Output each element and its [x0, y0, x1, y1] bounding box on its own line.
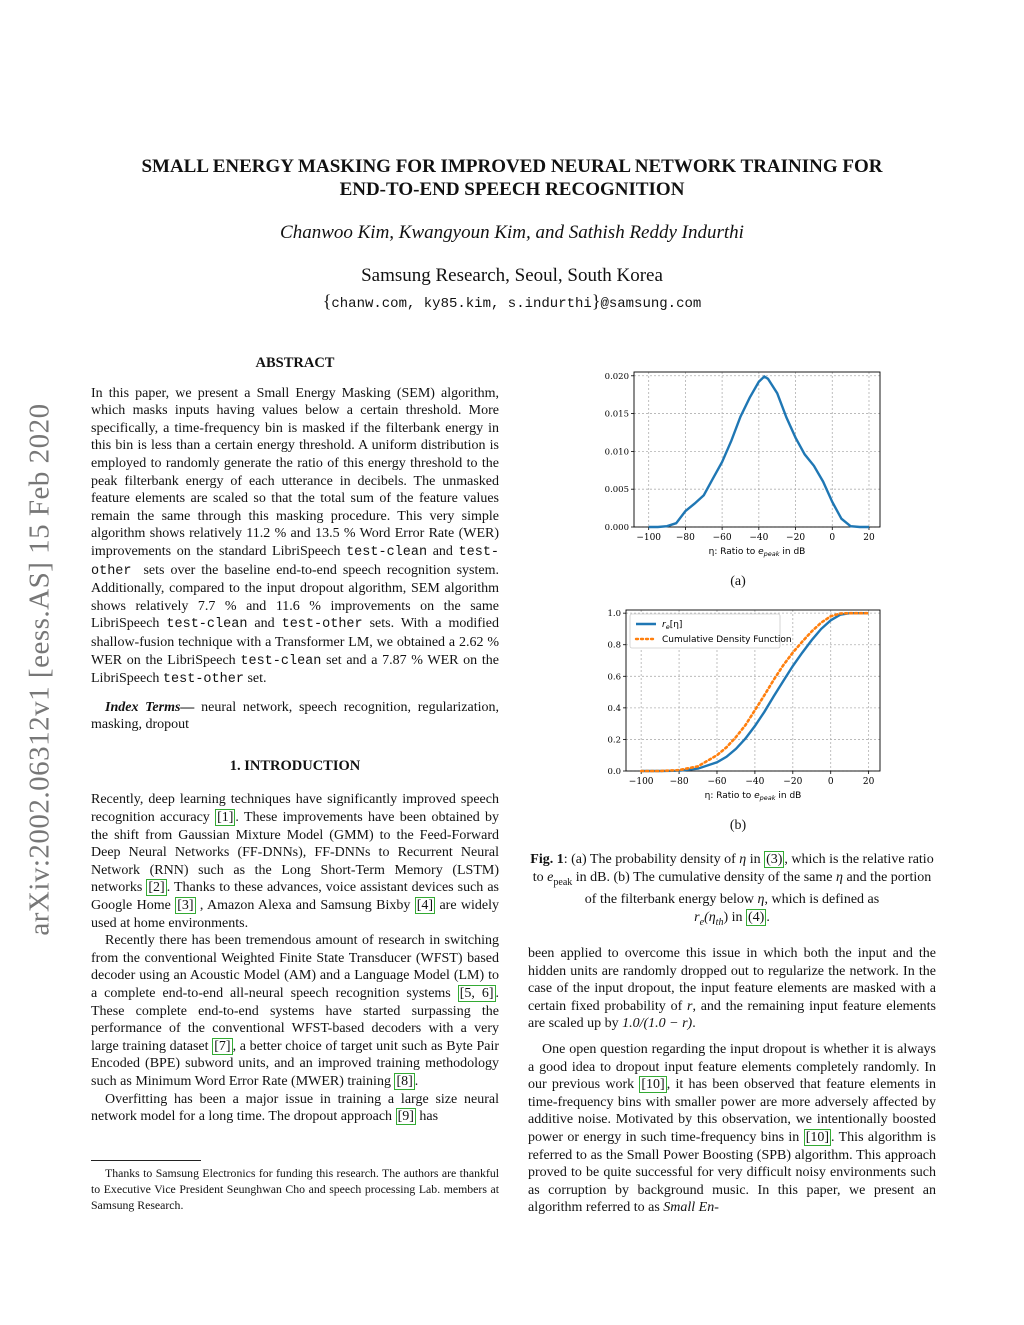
- email-domain: @samsung.com: [600, 296, 702, 312]
- footnote-rule: [91, 1160, 201, 1161]
- legend-label: $r_e[\eta]$: [662, 620, 683, 631]
- citation-link[interactable]: [10]: [805, 1129, 830, 1145]
- paper-title: [60, 155, 964, 201]
- email-names: chanw.com, ky85.kim, s.indurthi: [331, 296, 592, 312]
- equation-link[interactable]: (4): [748, 909, 765, 925]
- title-line-1: SMALL ENERGY MASKING FOR IMPROVED NEURAL NETWORK TRAINING FOR: [141, 156, 883, 177]
- right-paragraph-2: One open question regarding the input dropout is whether it is always a good idea to dropout input feature elements completely randomly. In our previous work [10] , it has been observed that feature elements in time-frequency bins with smaller power are more adversely affected by additive noise. Motivated by this observation, we intentionally boosted power or energy in such time-frequency bins in [10] . This algorithm is referred to as the Small Power Boosting (SPB) algorithm. This approach proved to be quite successful for very difficult noisy environments such as corruption by background music. In this paper, we present an algorithm referred to as Small En-: [528, 1041, 937, 1216]
- figure-1a-chart: [598, 368, 888, 558]
- y-tick-label: 1.0: [607, 609, 621, 620]
- code-test-other: test-other: [281, 617, 363, 633]
- figure-1a-label: (a): [730, 574, 746, 589]
- x-tick-label: 20: [863, 533, 875, 543]
- x-tick-label: −60: [707, 777, 727, 787]
- x-tick-label: 20: [862, 777, 875, 787]
- footnote: Thanks to Samsung Electronics for funding this research. The authors are thankful to Executive Vice President Seunghwan Cho and speech processing Lab. members at Samsung Research.: [91, 1166, 499, 1212]
- right-column: [528, 945, 936, 1217]
- intro-heading: 1. INTRODUCTION: [229, 757, 361, 774]
- figure-1b-label: (b): [729, 818, 747, 833]
- citation-link[interactable]: [2]: [148, 880, 165, 896]
- citation-link[interactable]: [1]: [217, 810, 234, 826]
- intro-paragraph-2: Recently there has been tremendous amount of research in switching from the conventional Weighted Finite State Transducer (WFST) based decoder using an Acoustic Model (AM) and a Language Model (LM) to a complete end-to-end all-neural speech recognition systems [5, 6] . These complete end-to-end systems have started surpassing the performance of the conventional WFST-based decoders with a very large training dataset [7] , a better choice of target unit such as Byte Pair Encoded (BPE) subword units, and an improved training methodology such as Minimum Word Error Rate (MWER) training [8] .: [91, 933, 500, 1089]
- x-tick-label: 0: [829, 533, 836, 543]
- citation-link[interactable]: [9]: [397, 1109, 414, 1125]
- x-tick-label: −100: [636, 533, 662, 543]
- citation-link[interactable]: [7]: [214, 1038, 231, 1054]
- arxiv-stamp-text: arXiv:2002.06312v1 [eess.AS] 15 Feb 2020: [23, 403, 56, 936]
- right-paragraph-1: been applied to overcome this issue in which both the input and the hidden units are randomly dropped out to regularize the network. In the case of the input dropout, the input feature elements are masked with a certain fixed probability of r, and the remaining input feature elements are scaled up by 1.0/(1.0 − r).: [528, 946, 936, 1032]
- figure-caption: Fig. 1: (a) The probability density of η in (3) , which is the relative ratio to $e_{peak}$ in dB. (b) The cumulative density of the same η and the portion of the filterbank energy below η, which is defined as $r_e(\eta_{th})$ in (4) .: [530, 852, 934, 928]
- y-tick-label: 0.010: [604, 447, 629, 458]
- citation-link[interactable]: [4]: [416, 898, 434, 914]
- x-tick-label: −20: [786, 533, 806, 543]
- citation-link[interactable]: [10]: [641, 1077, 665, 1093]
- x-tick-label: −40: [745, 777, 765, 787]
- x-tick-label: −20: [783, 777, 803, 787]
- code-test-other: test-other: [91, 544, 500, 579]
- y-tick-label: 0.015: [604, 409, 629, 420]
- citation-link[interactable]: [8]: [396, 1073, 413, 1089]
- intro-paragraph-1: Recently, deep learning techniques have significantly improved speech recognition accuracy [1] . These improvements have been obtained by the shift from Gaussian Mixture Model (GMM) to the Feed-Forward Deep Neural Networks (FF-DNNs), FF-DNNs to Recurrent Neural Network (RNN) such as the Long Short-Term Memory (LSTM) networks [2] . Thanks to these advances, voice assistant devices such as Google Home [3] , Amazon Alexa and Samsung Bixby [4] are widely used at home environments.: [91, 792, 500, 931]
- figure-1b-chart: [598, 606, 888, 804]
- y-tick-label: 0.020: [604, 371, 629, 382]
- authors: Chanwoo Kim, Kwangyoun Kim, and Sathish Reddy Indurthi: [280, 222, 744, 243]
- y-tick-label: 0.0: [607, 767, 621, 777]
- affiliation: Samsung Research, Seoul, South Korea: [361, 265, 663, 286]
- citation-link[interactable]: [3]: [177, 898, 194, 914]
- x-axis-label: η: Ratio to $e_{peak}$ in dB: [704, 791, 802, 802]
- index-terms-label: Index Terms—: [105, 699, 195, 715]
- y-tick-label: 0.005: [604, 485, 629, 496]
- brace-open-icon: {: [322, 291, 332, 311]
- code-test-clean: test-clean: [240, 653, 322, 669]
- x-tick-label: −60: [712, 533, 732, 543]
- x-tick-label: −100: [628, 777, 654, 787]
- intro-paragraph-3: Overfitting has been a major issue in training a large size neural network model for a long time. The dropout approach [9] has: [91, 1091, 499, 1125]
- x-tick-label: −80: [669, 777, 689, 787]
- x-tick-label: −80: [675, 533, 695, 543]
- code-test-clean: test-clean: [166, 617, 248, 633]
- code-test-clean: test-clean: [346, 544, 428, 560]
- y-tick-label: 0.000: [604, 523, 629, 533]
- y-tick-label: 0.4: [607, 703, 621, 714]
- y-tick-label: 0.8: [607, 640, 621, 651]
- plot-frame: [634, 372, 880, 527]
- abstract-heading: ABSTRACT: [255, 355, 335, 371]
- y-tick-label: 0.2: [607, 735, 621, 746]
- x-tick-label: −40: [749, 533, 769, 543]
- x-tick-label: 0: [827, 777, 834, 787]
- legend-label: Cumulative Density Function: [662, 635, 792, 645]
- brace-close-icon: }: [591, 291, 601, 311]
- y-tick-label: 0.6: [607, 672, 621, 683]
- x-axis-label: η: Ratio to $e_{peak}$ in dB: [708, 547, 806, 558]
- title-line-2: END-TO-END SPEECH RECOGNITION: [339, 179, 685, 200]
- index-terms: Index Terms— neural network, speech recognition, regularization, masking, dropout: [91, 699, 499, 733]
- equation-link[interactable]: (3): [766, 852, 783, 867]
- abstract-text: In this paper, we present a Small Energy Masking (SEM) algorithm, which masks inputs having values below a certain threshold. More specifically, a time-frequency bin is masked if the filterbank energy in this bin is less than a certain energy threshold. A uniform distribution is employed to randomly generate the ratio of this energy threshold to the peak filterbank energy of each utterance in decibels. The unmasked feature elements are scaled so that the total sum of the feature values remain the same through this masking procedure. This very simple algorithm shows relatively 11.2 % and 13.5 % Word Error Rate (WER) improvements on the standard LibriSpeech test-clean and test-other sets over the baseline end-to-end speech recognition system. Additionally, compared to the input dropout algorithm, SEM algorithm shows relatively 7.7 % and 11.6 % improvements on the same LibriSpeech test-clean and test-other sets. With a modified shallow-fusion technique with a Transformer LM, we obtained a 2.62 % WER on the LibriSpeech test-clean set and a 7.87 % WER on the LibriSpeech test-other set.: [91, 385, 500, 688]
- citation-link[interactable]: [5, 6]: [459, 986, 494, 1001]
- emails: [60, 291, 964, 312]
- code-test-other: test-other: [162, 672, 244, 688]
- left-column: [91, 355, 499, 1126]
